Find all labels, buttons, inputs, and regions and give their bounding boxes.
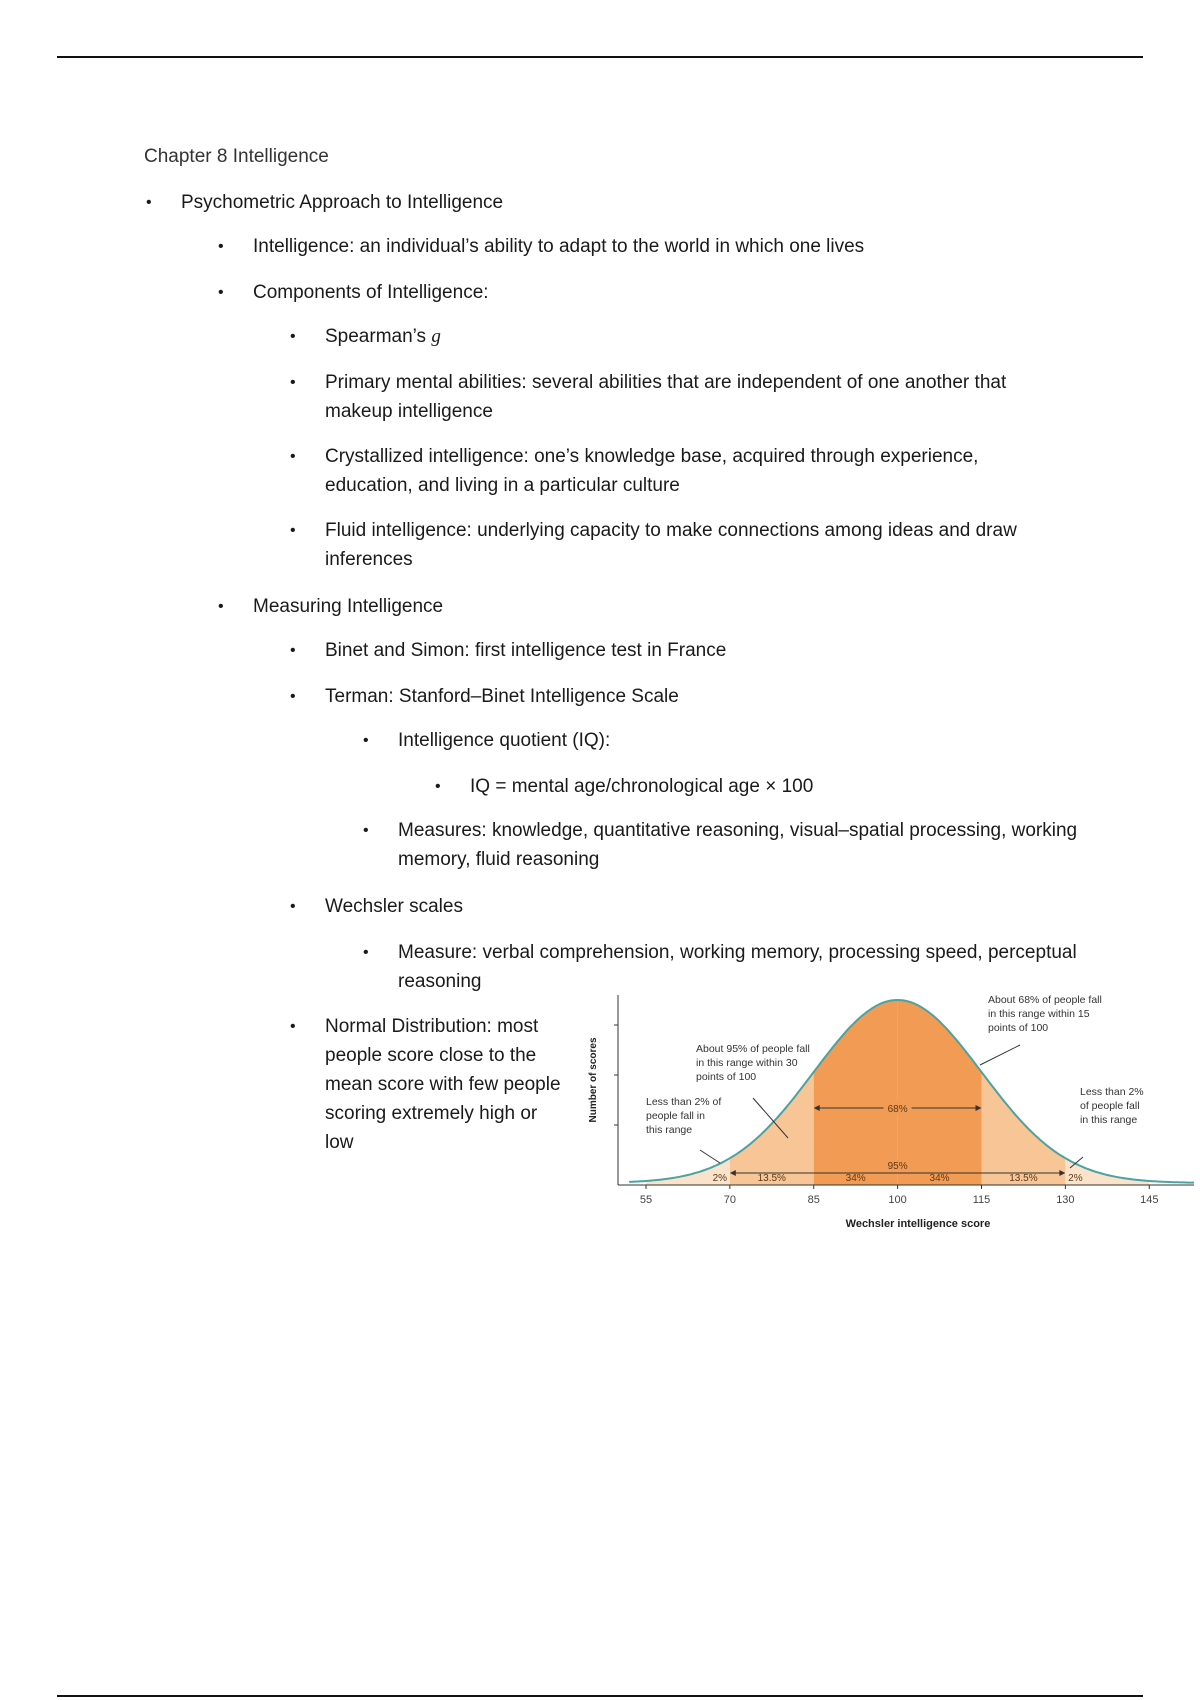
x-tick-label: 130 xyxy=(1056,1194,1075,1206)
x-axis-label: Wechsler intelligence score xyxy=(845,1218,991,1230)
bullet-terman xyxy=(290,682,1065,711)
annotation-less-right: Less than 2% of people fall in this range xyxy=(1080,1086,1144,1126)
bullet-marker: • xyxy=(363,822,369,839)
band-label: 13.5% xyxy=(1009,1173,1038,1184)
bullet-marker: • xyxy=(290,688,296,705)
bullet-measuring xyxy=(218,592,444,621)
bullet-marker: • xyxy=(290,1018,296,1035)
bottom-rule xyxy=(57,1695,1143,1697)
band-label: 13.5% xyxy=(757,1173,786,1184)
bullet-marker: • xyxy=(146,194,152,211)
bullet-normal-distribution xyxy=(290,1012,570,1157)
bullet-marker: • xyxy=(290,522,296,539)
bullet-marker: • xyxy=(363,944,369,961)
bullet-spearman-g xyxy=(290,322,1065,351)
annotation-less-left: Less than 2% of people fall in this range xyxy=(646,1096,722,1136)
list-item-text: Crystallized intelligence: one’s knowledge base, acquired through experience, education, and living in a particular culture xyxy=(325,446,979,496)
list-item-text: Wechsler scales xyxy=(325,896,463,917)
bullet-components xyxy=(218,278,489,307)
list-item-text: Measure: verbal comprehension, working memory, processing speed, perceptual reasoning xyxy=(398,942,1077,992)
band-3 xyxy=(898,1000,982,1185)
list-item-text: Primary mental abilities: several abilities that are independent of one another that makeup intelligence xyxy=(325,372,1007,422)
pointer-68 xyxy=(980,1045,1020,1065)
list-item-text: Terman: Stanford–Binet Intelligence Scale xyxy=(325,686,679,707)
list-item-text: Psychometric Approach to Intelligence xyxy=(181,192,504,213)
list-item-text: Normal Distribution: most people score close to the mean score with few people scoring extremely high or low xyxy=(325,1016,561,1153)
list-item-text: Intelligence quotient (IQ): xyxy=(398,730,611,751)
x-tick-label: 55 xyxy=(639,1194,653,1206)
bullet-marker: • xyxy=(290,448,296,465)
bullet-marker: • xyxy=(290,898,296,915)
list-item-text: Measures: knowledge, quantitative reasoning, visual–spatial processing, working memory, fluid reasoning xyxy=(398,820,1078,870)
page-title: Chapter 8 Intelligence xyxy=(144,146,329,167)
x-ticks xyxy=(640,1185,1159,1206)
list-item-text: Intelligence: an individual’s ability to adapt to the world in which one lives xyxy=(253,236,865,257)
list-item-text: Binet and Simon: first intelligence test in France xyxy=(325,640,727,661)
italic-g: g xyxy=(431,326,441,347)
band-label: 2% xyxy=(1068,1173,1083,1184)
annotation-95: About 95% of people fall in this range within 30 points of 100 xyxy=(696,1043,810,1083)
x-tick-label: 115 xyxy=(972,1194,991,1206)
bullet-iq-formula xyxy=(435,772,814,801)
bullet-marker: • xyxy=(363,732,369,749)
x-tick-label: 100 xyxy=(888,1194,907,1206)
list-item-text: Spearman’s xyxy=(325,326,432,347)
bullet-iq xyxy=(363,726,1078,755)
bullet-wechsler-measures xyxy=(363,938,1078,996)
list-item-text: Components of Intelligence: xyxy=(253,282,489,303)
band-label: 34% xyxy=(929,1173,950,1184)
bullet-marker: • xyxy=(218,238,224,255)
bullet-marker: • xyxy=(218,598,224,615)
bullet-intelligence-definition xyxy=(218,232,865,261)
bullet-binet-simon xyxy=(290,636,1065,665)
chart-bands xyxy=(646,1000,1149,1185)
normal-distribution-chart xyxy=(588,990,1194,1240)
bullet-stanford-measures xyxy=(363,816,1078,874)
x-tick-label: 85 xyxy=(807,1194,820,1206)
x-tick-label: 70 xyxy=(723,1194,736,1206)
bullet-marker: • xyxy=(290,374,296,391)
bullet-psychometric-approach xyxy=(146,188,504,217)
bullet-wechsler xyxy=(290,892,1065,921)
bullet-crystallized xyxy=(290,442,1065,500)
bullet-marker: • xyxy=(290,328,296,345)
list-item-text: Fluid intelligence: underlying capacity to make connections among ideas and draw inferences xyxy=(325,520,1017,570)
list-item-text: Measuring Intelligence xyxy=(253,596,444,617)
bullet-marker: • xyxy=(290,642,296,659)
bullet-marker: • xyxy=(435,778,441,795)
annotation-68: About 68% of people fall in this range within 15 points of 100 xyxy=(988,994,1102,1034)
bullet-primary-mental-abilities xyxy=(290,368,1065,426)
range-95-label: 95% xyxy=(887,1161,908,1172)
bullet-fluid xyxy=(290,516,1065,574)
range-68-label: 68% xyxy=(887,1104,908,1115)
top-rule xyxy=(57,56,1143,58)
list-item-text: IQ = mental age/chronological age × 100 xyxy=(470,776,814,797)
x-tick-label: 145 xyxy=(1140,1194,1159,1206)
pointer-less-left xyxy=(700,1150,720,1163)
bullet-marker: • xyxy=(218,284,224,301)
band-label: 34% xyxy=(845,1173,866,1184)
band-2 xyxy=(814,1000,898,1185)
y-axis-label: Number of scores xyxy=(588,1037,599,1123)
band-label: 2% xyxy=(712,1173,728,1184)
